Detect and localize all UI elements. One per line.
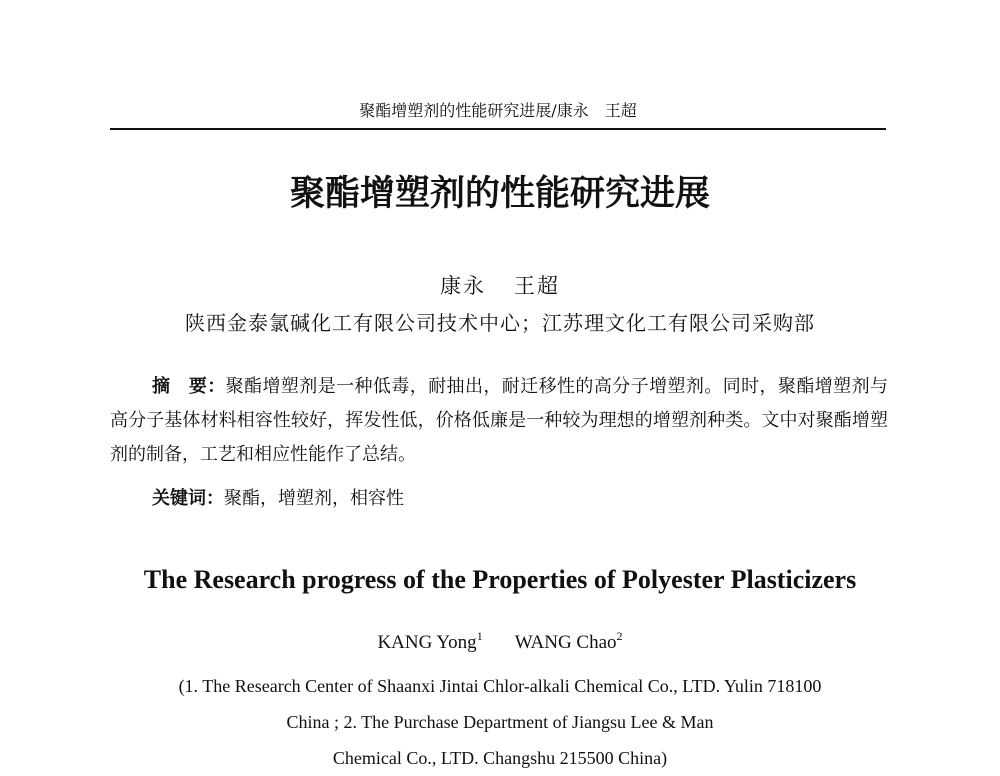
authors-cn bbox=[0, 272, 1000, 300]
running-header: 聚酯增塑剂的性能研究进展/康永 王超 bbox=[110, 100, 886, 130]
affiliation-en-line-3: Chemical Co., LTD. Changshu 215500 China) bbox=[332, 748, 668, 768]
paper-title-cn: 聚酯增塑剂的性能研究进展 bbox=[289, 173, 710, 214]
paper-title-en: The Research progress of the Properties of Polyester Plasticizers bbox=[143, 565, 857, 594]
keywords-text-cn: 聚酯，增塑剂，相容性 bbox=[224, 488, 404, 509]
author-2-cn: 王超 bbox=[514, 274, 560, 298]
abstract-text-cn: 聚酯增塑剂是一种低毒，耐抽出，耐迁移性的高分子增塑剂。同时，聚酯增塑剂与高分子基体材料相容性较好，挥发性低，价格低廉是一种较为理想的增塑剂种类。文中对聚酯增塑剂的制备，工艺和相应性能作了总结。 bbox=[110, 376, 888, 465]
author-1-en: KANG Yong bbox=[377, 632, 477, 653]
abstract-cn bbox=[110, 370, 888, 472]
keywords-label-cn: 关键词： bbox=[152, 488, 224, 509]
author-2-superscript: 2 bbox=[616, 629, 623, 643]
authors-en bbox=[0, 630, 1000, 656]
affiliation-en-line-1: (1. The Research Center of Shaanxi Jintai Chlor-alkali Chemical Co., LTD. Yulin 718100 bbox=[178, 676, 822, 696]
affiliation-en-line-2: China ; 2. The Purchase Department of Jiangsu Lee & Man bbox=[286, 712, 714, 732]
author-1-cn: 康永 bbox=[440, 274, 486, 298]
affiliation-cn: 陕西金泰氯碱化工有限公司技术中心；江苏理文化工有限公司采购部 bbox=[185, 311, 815, 335]
author-1-superscript: 1 bbox=[476, 629, 483, 643]
abstract-label-cn: 摘 要： bbox=[152, 376, 226, 397]
keywords-cn bbox=[152, 484, 888, 514]
author-2-en: WANG Chao bbox=[514, 632, 617, 653]
